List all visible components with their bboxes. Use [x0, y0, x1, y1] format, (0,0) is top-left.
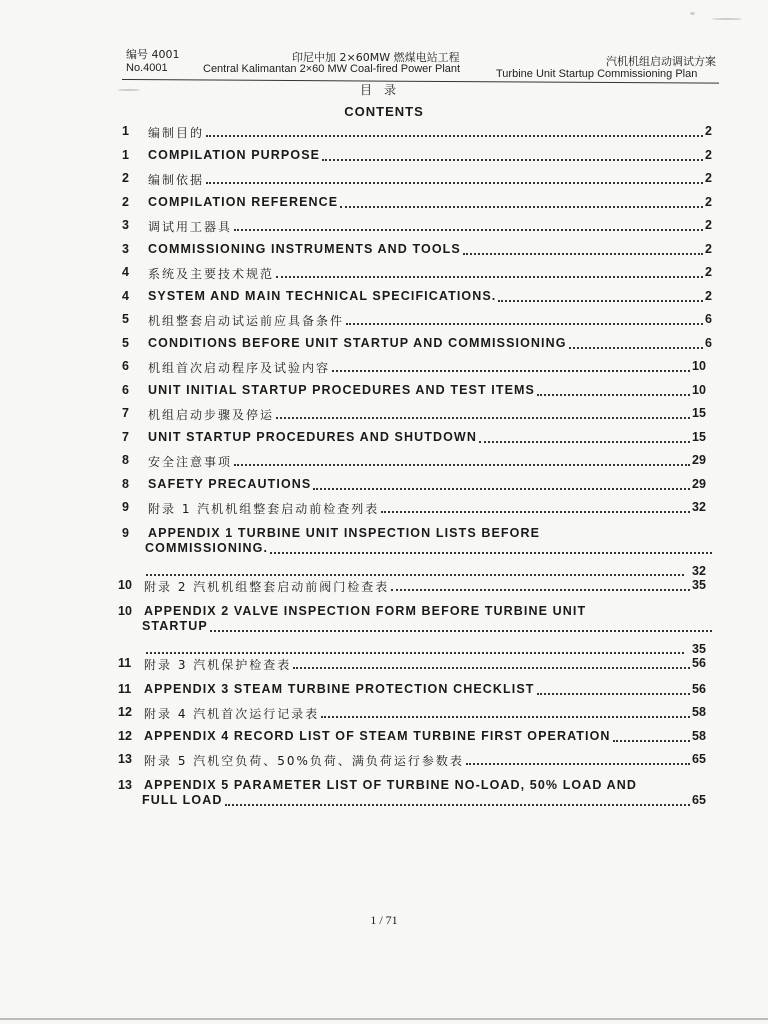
toc-entry-page: 65 — [692, 752, 706, 766]
toc-entry — [0, 148, 768, 170]
toc-entry — [0, 477, 768, 499]
toc-entry-title: 附录 3 汽机保护检查表 — [144, 658, 292, 672]
toc-entry-title: 调试用工器具 — [148, 220, 233, 234]
toc-entry-continuation — [0, 793, 768, 815]
toc-entry-title: APPENDIX 4 RECORD LIST OF STEAM TURBINE FIRST OPERATION — [144, 729, 611, 743]
toc-entry — [0, 218, 768, 240]
toc-leader — [146, 574, 684, 576]
toc-entry-page: 32 — [692, 564, 706, 578]
toc-entry-page: 35 — [692, 578, 706, 592]
toc-leader — [498, 300, 703, 302]
toc-entry-title: APPENDIX 3 STEAM TURBINE PROTECTION CHECKLIST — [144, 682, 535, 696]
toc-entry — [0, 682, 768, 704]
toc-entry-number: 3 — [122, 218, 129, 232]
toc-entry-page: 2 — [705, 218, 712, 232]
scan-speck — [690, 12, 695, 15]
toc-leader — [313, 488, 690, 490]
toc-leader — [569, 347, 703, 349]
toc-entry-number: 2 — [122, 171, 129, 185]
toc-entry-number: 5 — [122, 312, 129, 326]
toc-entry — [0, 500, 768, 522]
toc-entry — [0, 656, 768, 678]
toc-entry — [0, 289, 768, 311]
toc-leader — [346, 323, 703, 325]
toc-entry-page: 2 — [705, 171, 712, 185]
contents-title-cn: 目录 — [359, 83, 408, 97]
toc-leader — [613, 740, 690, 742]
toc-entry-page: 56 — [692, 682, 706, 696]
toc-leader — [332, 370, 690, 372]
toc-entry-title: COMMISSIONING INSTRUMENTS AND TOOLS — [148, 242, 461, 256]
toc-entry-title: 机组首次启动程序及试验内容 — [148, 361, 331, 375]
contents-title-en: CONTENTS — [344, 104, 424, 119]
toc-leader — [270, 552, 712, 554]
toc-entry — [0, 729, 768, 751]
toc-entry-page: 58 — [692, 705, 706, 719]
toc-entry-number: 11 — [118, 656, 132, 670]
toc-entry-number: 4 — [122, 265, 129, 279]
toc-leader — [537, 693, 690, 695]
toc-entry-number: 9 — [122, 500, 129, 514]
header-code-cn: 编号 4001 — [126, 48, 180, 61]
toc-leader — [340, 206, 703, 208]
toc-entry-number: 9 — [122, 526, 129, 540]
toc-entry-page: 58 — [692, 729, 706, 743]
scan-speck — [712, 18, 742, 20]
toc-entry-page: 6 — [705, 312, 712, 326]
toc-entry-number: 6 — [122, 383, 129, 397]
toc-leader — [146, 652, 684, 654]
toc-entry-page: 29 — [692, 477, 706, 491]
toc-leader — [381, 511, 690, 513]
toc-leader — [293, 667, 690, 669]
toc-entry — [0, 359, 768, 381]
toc-entry-page: 10 — [692, 359, 706, 373]
toc-leader — [321, 716, 690, 718]
toc-entry-title: 附录 4 汽机首次运行记录表 — [144, 707, 320, 721]
toc-entry — [0, 406, 768, 428]
toc-entry-title: 附录 1 汽机机组整套启动前检查列表 — [148, 502, 380, 516]
toc-entry-number: 5 — [122, 336, 129, 350]
toc-leader — [234, 464, 690, 466]
toc-entry-title: 安全注意事项 — [148, 455, 233, 469]
toc-entry-page: 15 — [692, 430, 706, 444]
toc-entry-title: APPENDIX 2 VALVE INSPECTION FORM BEFORE TURBINE UNIT — [144, 604, 587, 618]
toc-entry — [0, 124, 768, 146]
toc-entry-title: 机组启动步骤及停运 — [148, 408, 275, 422]
toc-entry — [0, 705, 768, 727]
header-project-cn: 印尼中加 2×60MW 燃煤电站工程 — [292, 51, 460, 64]
toc-entry-number: 2 — [122, 195, 129, 209]
toc-entry-title: 附录 5 汽机空负荷、50%负荷、满负荷运行参数表 — [144, 754, 464, 768]
scan-speck — [118, 89, 140, 91]
toc-entry-number: 8 — [122, 453, 129, 467]
toc-entry-page: 10 — [692, 383, 706, 397]
toc-entry-page: 6 — [705, 336, 712, 350]
toc-entry — [0, 195, 768, 217]
header-plan-cn: 汽机机组启动调试方案 — [606, 55, 716, 68]
header-code-en: No.4001 — [126, 62, 168, 74]
toc-leader — [322, 159, 703, 161]
toc-entry-title: 系统及主要技术规范 — [148, 267, 275, 281]
toc-entry — [0, 336, 768, 358]
toc-entry-title: SYSTEM AND MAIN TECHNICAL SPECIFICATIONS. — [148, 289, 497, 303]
toc-entry-number: 12 — [118, 729, 132, 743]
page-edge — [0, 1018, 768, 1020]
toc-entry-title-continued: COMMISSIONING. — [145, 541, 269, 555]
toc-leader — [206, 135, 703, 137]
header-project-en: Central Kalimantan 2×60 MW Coal-fired Power Plant — [203, 63, 461, 75]
toc-entry — [0, 312, 768, 334]
page-indicator: 1 / 71 — [370, 913, 398, 927]
toc-entry-continuation — [0, 541, 768, 563]
toc-entry-page: 35 — [692, 642, 706, 656]
toc-entry — [0, 453, 768, 475]
toc-entry-number: 4 — [122, 289, 129, 303]
toc-entry — [0, 265, 768, 287]
toc-entry-number: 1 — [122, 124, 129, 138]
toc-leader — [463, 253, 703, 255]
toc-leader — [206, 182, 703, 184]
toc-entry-number: 13 — [118, 778, 132, 792]
toc-entry-title: CONDITIONS BEFORE UNIT STARTUP AND COMMISSIONING — [148, 336, 567, 350]
toc-entry-title: 编制目的 — [148, 126, 205, 140]
toc-entry-number: 11 — [118, 682, 132, 696]
toc-entry-number: 10 — [118, 604, 132, 618]
toc-entry-number: 7 — [122, 406, 129, 420]
toc-entry-number: 7 — [122, 430, 129, 444]
toc-entry-title-continued: FULL LOAD — [142, 793, 223, 807]
toc-entry — [0, 430, 768, 452]
toc-leader — [466, 763, 690, 765]
toc-entry-page: 29 — [692, 453, 706, 467]
toc-entry-page: 2 — [705, 265, 712, 279]
toc-entry-page: 2 — [705, 195, 712, 209]
toc-entry-number: 1 — [122, 148, 129, 162]
toc-entry-number: 13 — [118, 752, 132, 766]
toc-entry-number: 12 — [118, 705, 132, 719]
toc-entry-number: 8 — [122, 477, 129, 491]
header-plan-en: Turbine Unit Startup Commissioning Plan — [496, 68, 698, 80]
toc-entry-number: 10 — [118, 578, 132, 592]
toc-entry-title: COMPILATION PURPOSE — [148, 148, 321, 162]
toc-entry-title: 机组整套启动试运前应具备条件 — [148, 314, 345, 328]
toc-entry-title: SAFETY PRECAUTIONS — [148, 477, 312, 491]
toc-entry — [0, 242, 768, 264]
toc-entry-title: 附录 2 汽机机组整套启动前阀门检查表 — [144, 580, 390, 594]
toc-entry-page: 2 — [705, 148, 712, 162]
toc-entry-title: UNIT INITIAL STARTUP PROCEDURES AND TEST ITEMS — [148, 383, 535, 397]
toc-entry-page: 2 — [705, 124, 712, 138]
toc-entry-title: 编制依据 — [148, 173, 205, 187]
toc-entry-title: COMPILATION REFERENCE — [148, 195, 339, 209]
toc-entry — [0, 578, 768, 600]
toc-entry — [0, 383, 768, 405]
toc-leader — [234, 229, 703, 231]
toc-entry-number: 6 — [122, 359, 129, 373]
toc-leader — [479, 441, 690, 443]
toc-entry — [0, 752, 768, 774]
toc-entry-title: APPENDIX 5 PARAMETER LIST OF TURBINE NO-LOAD, 50% LOAD AND — [144, 778, 637, 792]
toc-entry — [0, 171, 768, 193]
toc-leader — [276, 276, 703, 278]
toc-entry-title: UNIT STARTUP PROCEDURES AND SHUTDOWN — [148, 430, 477, 444]
toc-entry-title-continued: STARTUP — [142, 619, 208, 633]
toc-entry-page: 2 — [705, 242, 712, 256]
toc-entry-page: 2 — [705, 289, 712, 303]
toc-leader — [210, 630, 712, 632]
toc-leader — [225, 804, 690, 806]
toc-entry-continuation — [0, 619, 768, 641]
toc-entry-page: 15 — [692, 406, 706, 420]
toc-entry-page: 65 — [692, 793, 706, 807]
toc-leader — [391, 589, 690, 591]
toc-leader — [276, 417, 690, 419]
toc-entry-page: 32 — [692, 500, 706, 514]
toc-entry-title: APPENDIX 1 TURBINE UNIT INSPECTION LISTS BEFORE — [148, 526, 541, 540]
toc-leader — [537, 394, 690, 396]
toc-entry-page: 56 — [692, 656, 706, 670]
toc-entry-number: 3 — [122, 242, 129, 256]
